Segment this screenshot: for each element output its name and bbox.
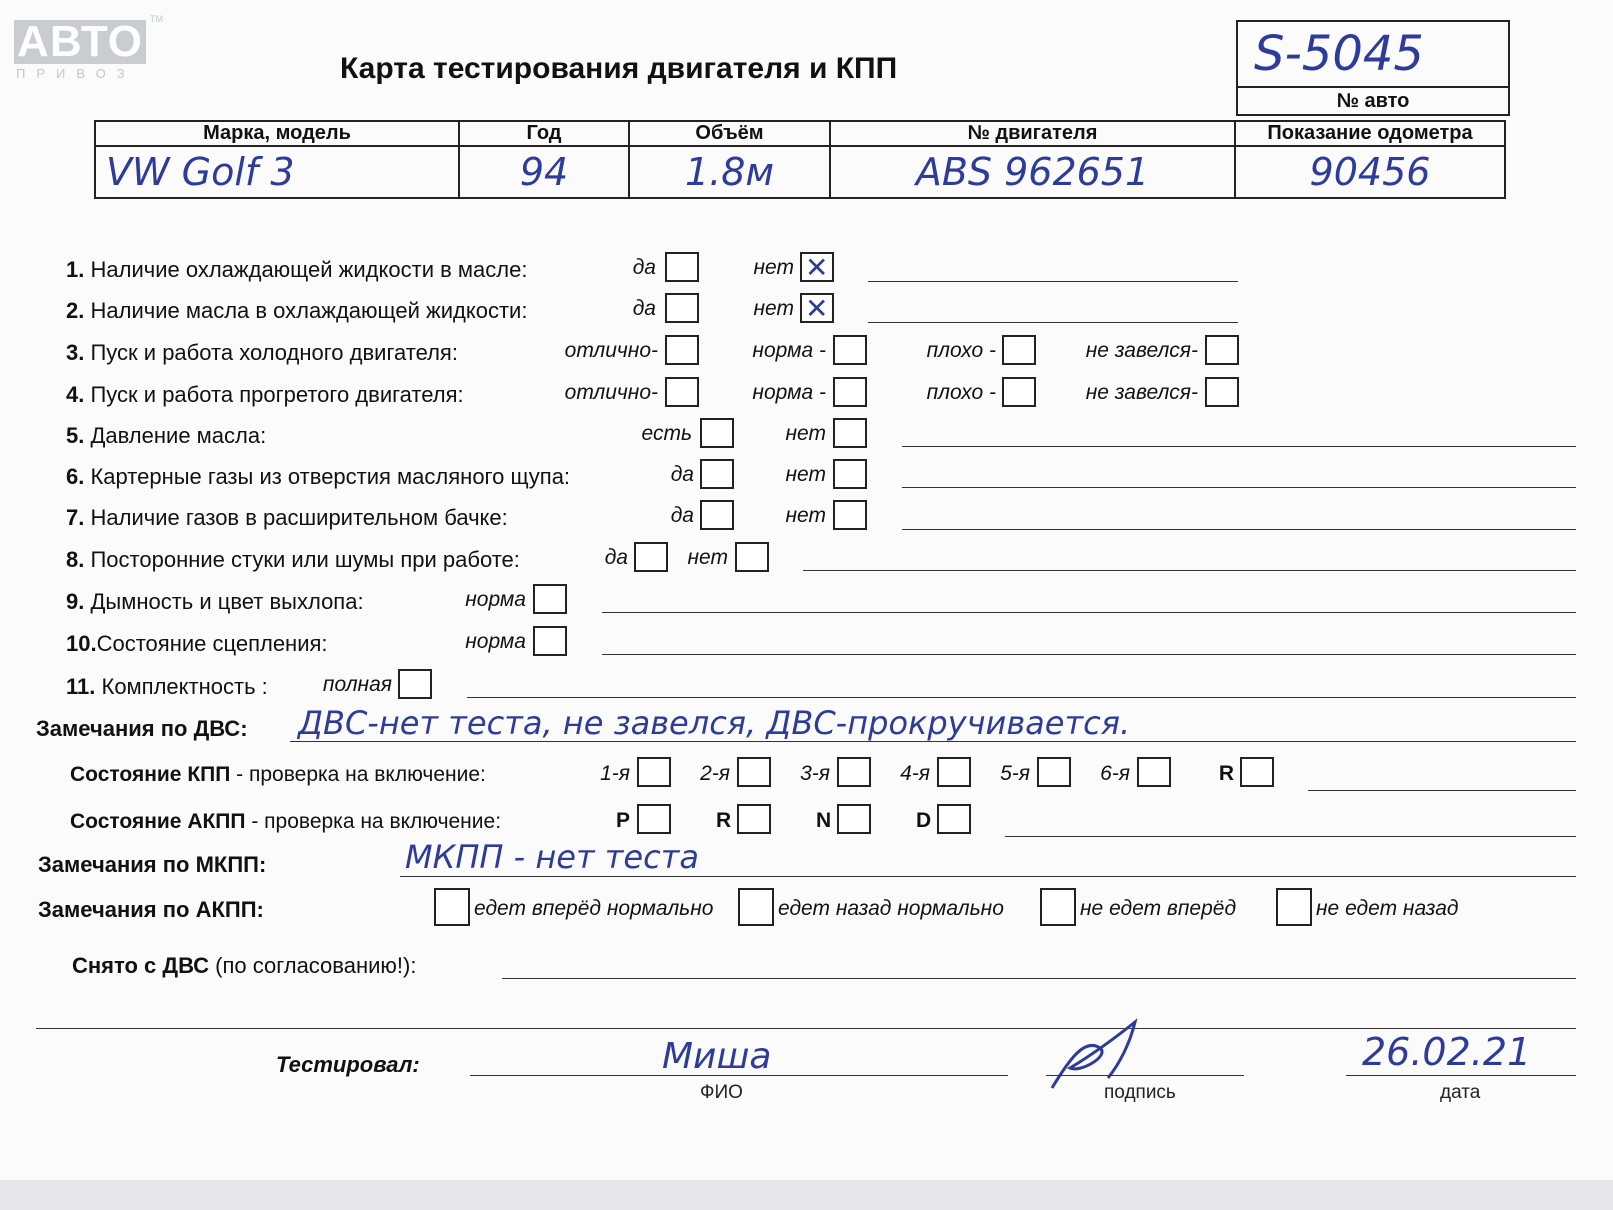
checkbox-1-net[interactable] <box>800 252 834 282</box>
option-label: отлично- <box>564 381 658 404</box>
check-label: Пуск и работа холодного двигателя: <box>90 340 458 365</box>
checkbox-2-da[interactable] <box>665 293 699 323</box>
akpp-option-label: едет назад нормально <box>778 897 1004 920</box>
volume-value: 1.8м <box>629 146 830 198</box>
checkbox-4-excellent[interactable] <box>665 377 699 407</box>
write-line <box>400 876 1576 877</box>
name-caption: ФИО <box>700 1082 743 1103</box>
write-line <box>602 654 1576 655</box>
checkbox-3-excellent[interactable] <box>665 335 699 365</box>
write-line <box>902 446 1576 447</box>
akpp-option-label: не едет назад <box>1316 897 1459 920</box>
checkbox-2-net[interactable] <box>800 293 834 323</box>
checkbox-3-normal[interactable] <box>833 335 867 365</box>
akpp-option-label: едет вперёд нормально <box>474 897 714 920</box>
gear-label: 1-я <box>600 762 630 785</box>
checkbox-gear-5[interactable] <box>1037 757 1071 787</box>
check-7: 7. Наличие газов в расширительном бачке: <box>66 505 508 530</box>
write-line <box>902 529 1576 530</box>
check-label: Наличие масла в охлаждающей жидкости: <box>90 298 528 323</box>
akpp-gear-label: D <box>916 809 932 832</box>
check-label: Посторонние стуки или шумы при работе: <box>90 547 520 572</box>
checkbox-akpp-r[interactable] <box>737 804 771 834</box>
vehicle-info-table <box>94 120 1506 199</box>
checkbox-gear-4[interactable] <box>937 757 971 787</box>
checkbox-akpp-d[interactable] <box>937 804 971 834</box>
engine-number-value: ABS 962651 <box>830 146 1235 198</box>
check-label: Комплектность : <box>101 674 268 699</box>
check-3: 3. Пуск и работа холодного двигателя: <box>66 340 458 365</box>
write-line <box>1005 836 1576 837</box>
gear-label: 2-я <box>700 762 730 785</box>
col-header-volume: Объём <box>629 121 830 146</box>
write-line <box>502 978 1576 979</box>
option-label: да <box>670 463 694 486</box>
checkbox-akpp-p[interactable] <box>637 804 671 834</box>
option-label: полная <box>322 673 392 696</box>
year-value: 94 <box>459 146 629 198</box>
auto-number-value: S-5045 <box>1254 26 1424 82</box>
akpp-gear-label: P <box>616 809 631 832</box>
mkpp-remarks-value[interactable]: МКПП - нет теста <box>405 838 699 876</box>
check-1: 1. Наличие охлаждающей жидкости в масле: <box>66 257 528 282</box>
tested-by-label: Тестировал: <box>276 1052 420 1077</box>
option-label: не завелся- <box>1085 339 1198 362</box>
gear-label: 3-я <box>800 762 830 785</box>
checkbox-akpp-n[interactable] <box>837 804 871 834</box>
col-header-odometer: Показание одометра <box>1235 121 1505 146</box>
checkbox-gear-1[interactable] <box>637 757 671 787</box>
option-label: плохо - <box>926 339 996 362</box>
ice-remarks-label: Замечания по ДВС: <box>36 716 248 741</box>
option-label: норма <box>465 588 526 611</box>
option-label: да <box>604 546 628 569</box>
signature-caption: подпись <box>1104 1082 1176 1103</box>
check-label: Наличие газов в расширительном бачке: <box>90 505 508 530</box>
logo-subtitle: ПРИВОЗ <box>16 66 136 81</box>
option-label: да <box>670 504 694 527</box>
checkbox-5-yes[interactable] <box>700 418 734 448</box>
logo-trademark: TM <box>150 14 163 24</box>
checkbox-3-not-started[interactable] <box>1205 335 1239 365</box>
akpp-option-label: не едет вперёд <box>1080 897 1237 920</box>
checkbox-gear-3[interactable] <box>837 757 871 787</box>
auto-number-box <box>1236 20 1510 116</box>
checkbox-6-net[interactable] <box>833 459 867 489</box>
checkbox-7-da[interactable] <box>700 500 734 530</box>
tester-name-value[interactable]: Миша <box>662 1036 772 1077</box>
checkbox-5-no[interactable] <box>833 418 867 448</box>
akpp-gear-label: N <box>816 809 832 832</box>
option-label: плохо - <box>926 381 996 404</box>
option-label: норма - <box>752 339 826 362</box>
checkbox-4-not-started[interactable] <box>1205 377 1239 407</box>
checkbox-3-bad[interactable] <box>1002 335 1036 365</box>
checkbox-8-da[interactable] <box>634 542 668 572</box>
kpp-label: Состояние КПП - проверка на включение: <box>70 763 486 786</box>
date-caption: дата <box>1440 1082 1481 1103</box>
checkbox-akpp-forward-ok[interactable] <box>434 888 470 926</box>
auto-number-label: № авто <box>1238 86 1508 114</box>
option-label: да <box>632 256 656 279</box>
write-line <box>602 612 1576 613</box>
check-label: Пуск и работа прогретого двигателя: <box>90 382 464 407</box>
page-title: Карта тестирования двигателя и КПП <box>340 52 898 85</box>
divider <box>36 1028 1576 1029</box>
checkbox-akpp-reverse-ok[interactable] <box>738 888 774 926</box>
write-line <box>803 570 1576 571</box>
check-label: Картерные газы из отверстия масляного щупа: <box>90 464 571 489</box>
check-label: Дымность и цвет выхлопа: <box>90 589 364 614</box>
checkbox-4-normal[interactable] <box>833 377 867 407</box>
check-5: 5. Давление масла: <box>66 423 267 448</box>
mkpp-remarks-label: Замечания по МКПП: <box>38 852 267 877</box>
date-line <box>1346 1075 1576 1076</box>
col-header-make-model: Марка, модель <box>95 121 459 146</box>
write-line <box>902 487 1576 488</box>
check-label: Давление масла: <box>90 423 267 448</box>
option-label: есть <box>641 422 692 445</box>
ice-remarks-value[interactable]: ДВС-нет теста, не завелся, ДВС-прокручивается. <box>298 704 1131 742</box>
option-label: нет <box>687 546 728 569</box>
write-line <box>868 281 1238 282</box>
checkbox-8-net[interactable] <box>735 542 769 572</box>
checkbox-4-bad[interactable] <box>1002 377 1036 407</box>
option-label: не завелся- <box>1085 381 1198 404</box>
checkbox-gear-6[interactable] <box>1137 757 1171 787</box>
akpp-remarks-label: Замечания по АКПП: <box>38 897 264 922</box>
write-line <box>1308 790 1576 791</box>
option-label: нет <box>785 504 826 527</box>
gear-label: 5-я <box>1000 762 1030 785</box>
option-label: нет <box>785 422 826 445</box>
check-4: 4. Пуск и работа прогретого двигателя: <box>66 382 464 407</box>
option-label: нет <box>785 463 826 486</box>
check-label: Состояние сцепления: <box>96 631 328 656</box>
checkbox-akpp-no-reverse[interactable] <box>1276 888 1312 926</box>
avtoprivoz-logo: АВТО <box>14 20 146 64</box>
check-10: 10.Состояние сцепления: <box>66 631 328 656</box>
write-line <box>290 741 1576 742</box>
checkbox-akpp-no-forward[interactable] <box>1040 888 1076 926</box>
checkbox-gear-r[interactable] <box>1240 757 1274 787</box>
option-label: норма <box>465 630 526 653</box>
akpp-label: Состояние АКПП - проверка на включение: <box>70 810 502 833</box>
checkbox-9-normal[interactable] <box>533 584 567 614</box>
col-header-year: Год <box>459 121 629 146</box>
check-11: 11. Комплектность : <box>66 674 268 699</box>
check-6: 6. Картерные газы из отверстия масляного щупа: <box>66 464 571 489</box>
check-2: 2. Наличие масла в охлаждающей жидкости: <box>66 298 528 323</box>
gear-label: 6-я <box>1100 762 1130 785</box>
gear-label: R <box>1218 762 1234 785</box>
check-8: 8. Посторонние стуки или шумы при работе: <box>66 547 520 572</box>
check-9: 9. Дымность и цвет выхлопа: <box>66 589 364 614</box>
checkbox-gear-2[interactable] <box>737 757 771 787</box>
check-label: Наличие охлаждающей жидкости в масле: <box>90 257 528 282</box>
col-header-engine-number: № двигателя <box>830 121 1235 146</box>
option-label: норма - <box>752 381 826 404</box>
name-line <box>470 1075 1008 1076</box>
write-line <box>868 322 1238 323</box>
write-line <box>467 697 1576 698</box>
option-label: отлично- <box>564 339 658 362</box>
checkbox-6-da[interactable] <box>700 459 734 489</box>
option-label: нет <box>753 256 794 279</box>
make-model-value: VW Golf 3 <box>95 146 459 198</box>
checkbox-11-full[interactable] <box>398 669 432 699</box>
option-label: нет <box>753 297 794 320</box>
date-value[interactable]: 26.02.21 <box>1362 1030 1532 1074</box>
signature-line <box>1046 1075 1244 1076</box>
odometer-value: 90456 <box>1235 146 1505 198</box>
option-label: да <box>632 297 656 320</box>
removed-label: Снято с ДВС (по согласованию!): <box>72 953 417 978</box>
checkbox-7-net[interactable] <box>833 500 867 530</box>
checkbox-1-da[interactable] <box>665 252 699 282</box>
checkbox-10-normal[interactable] <box>533 626 567 656</box>
gear-label: 4-я <box>900 762 930 785</box>
akpp-gear-label: R <box>716 809 732 832</box>
